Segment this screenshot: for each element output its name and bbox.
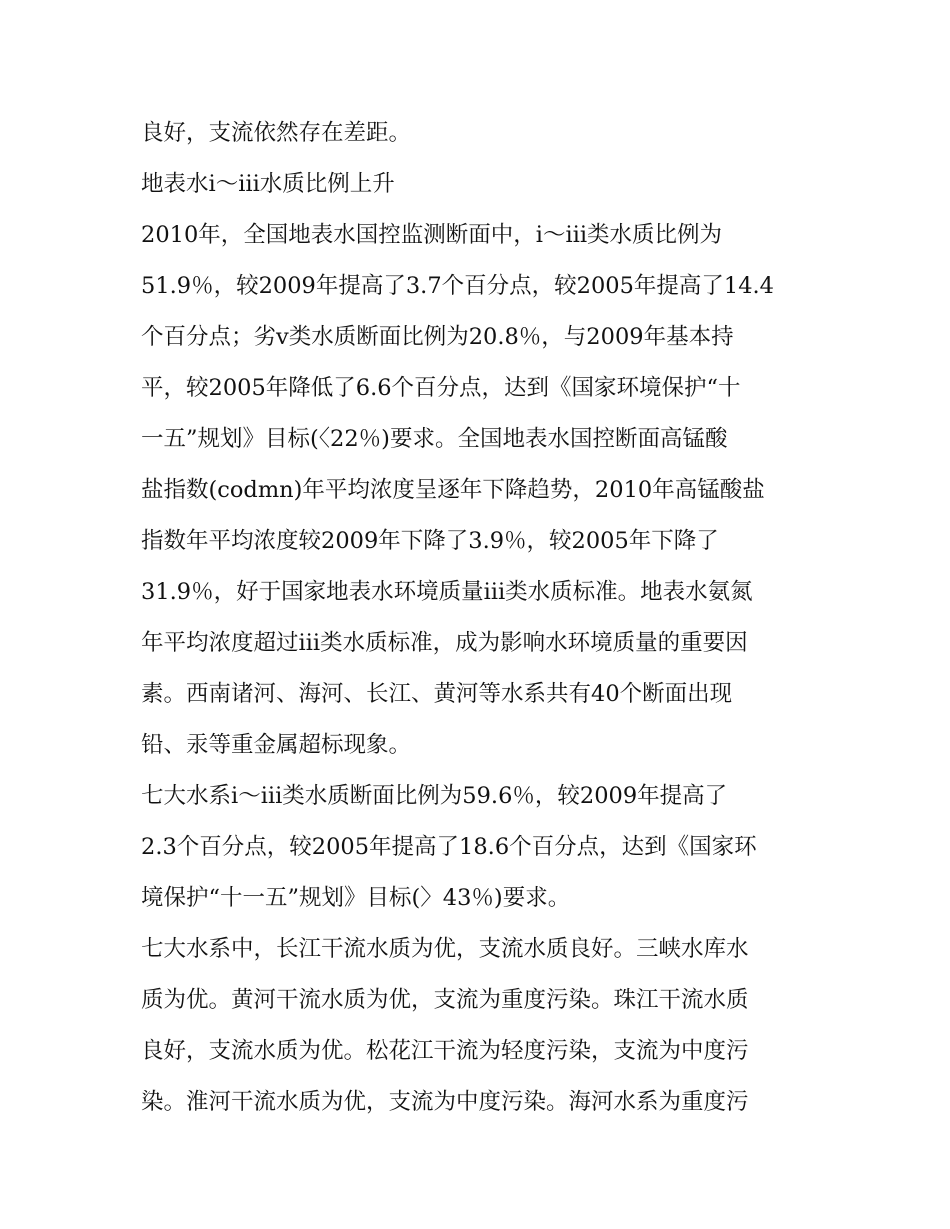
text-line: 铅、汞等重金属超标现象。 [141, 732, 412, 758]
text-line: 境保护“十一五”规划》目标(〉43％)要求。 [141, 885, 571, 911]
text-line: 指数年平均浓度较2009年下降了3.9％，较2005年下降了 [141, 528, 719, 554]
text-line: 素。西南诸河、海河、长江、黄河等水系共有40个断面出现 [141, 681, 733, 707]
paragraph-river-quality-details [141, 924, 821, 1128]
text-line: 七大水系中，长江干流水质为优，支流水质良好。三峡水库水 [141, 936, 749, 962]
section-heading [141, 159, 821, 210]
paragraph-seven-river-systems [141, 771, 821, 924]
paragraph-surface-water [141, 210, 821, 771]
text-line: 年平均浓度超过ⅲ类水质标准，成为影响水环境质量的重要因 [141, 630, 748, 656]
text-line: 质为优。黄河干流水质为优，支流为重度污染。珠江干流水质 [141, 987, 749, 1013]
paragraph-1 [141, 108, 821, 159]
text-line: 一五”规划》目标(〈22％)要求。全国地表水国控断面高锰酸 [141, 426, 728, 452]
text-line: 2010年，全国地表水国控监测断面中，ⅰ～ⅲ类水质比例为 [141, 222, 723, 248]
text-line: 良好，支流依然存在差距。 [141, 120, 412, 146]
text-line: 染。淮河干流水质为优，支流为中度污染。海河水系为重度污 [141, 1089, 749, 1115]
text-line: 个百分点；劣ⅴ类水质断面比例为20.8％，与2009年基本持 [141, 324, 734, 350]
text-line: 51.9％，较2009年提高了3.7个百分点，较2005年提高了14.4 [141, 273, 775, 299]
text-line: 盐指数(codmn)年平均浓度呈逐年下降趋势，2010年高锰酸盐 [141, 477, 765, 503]
text-line: 七大水系ⅰ～ⅲ类水质断面比例为59.6％，较2009年提高了 [141, 783, 728, 809]
document-body [141, 108, 821, 1128]
text-line: 良好，支流水质为优。松花江干流为轻度污染，支流为中度污 [141, 1038, 749, 1064]
heading-text: 地表水ⅰ～ⅲ水质比例上升 [141, 171, 395, 197]
text-line: 31.9％，好于国家地表水环境质量ⅲ类水质标准。地表水氨氮 [141, 579, 753, 605]
text-line: 2.3个百分点，较2005年提高了18.6个百分点，达到《国家环 [141, 834, 757, 860]
text-line: 平，较2005年降低了6.6个百分点，达到《国家环境保护“十 [141, 375, 741, 401]
